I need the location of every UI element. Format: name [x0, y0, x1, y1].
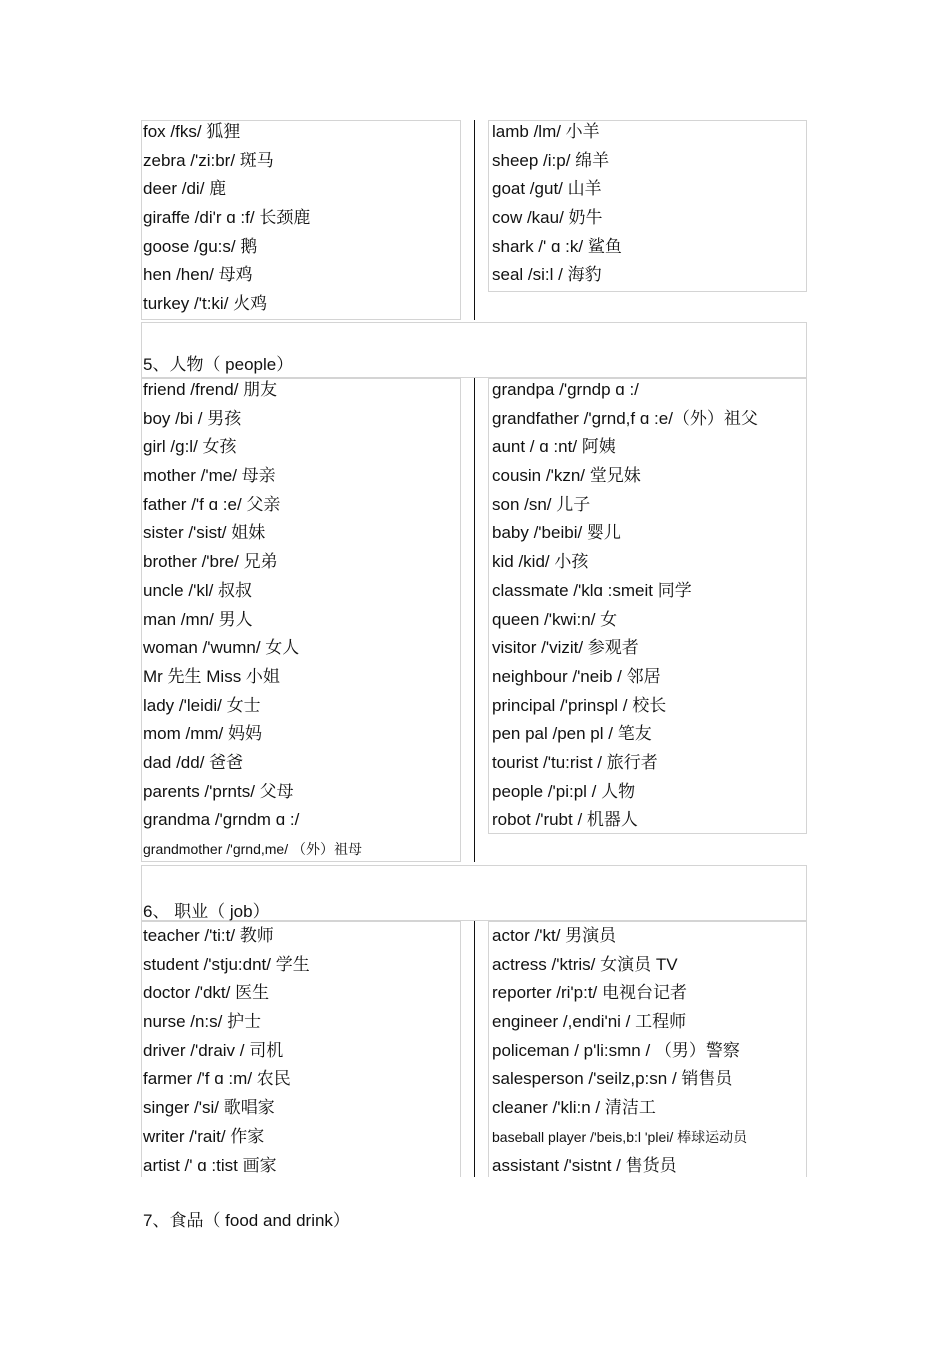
- word-row: reporter /ri'p:t/ 电视台记者: [492, 983, 688, 1003]
- word-row: dad /dd/ 爸爸: [143, 752, 244, 772]
- word-row: woman /'wumn/ 女人: [143, 638, 300, 658]
- word-row: parents /'prnts/ 父母: [143, 781, 294, 801]
- word-row: kid /kid/ 小孩: [492, 552, 589, 572]
- word-row: engineer /,endi'ni / 工程师: [492, 1012, 687, 1032]
- word-row: fox /fks/ 狐狸: [143, 122, 241, 141]
- animals-right-list: [492, 118, 622, 290]
- word-row: goat /gut/ 山羊: [492, 179, 602, 199]
- word-row: friend /frend/ 朋友: [143, 380, 278, 399]
- word-row: grandma /'grndm ɑ :/: [143, 810, 300, 830]
- word-row: policeman / p'li:smn / （男）警察: [492, 1040, 740, 1060]
- section-heading-jobs: 6、 职业（ job）: [143, 902, 270, 921]
- word-row: girl /g:l/ 女孩: [143, 437, 237, 457]
- word-row: queen /'kwi:n/ 女: [492, 609, 618, 629]
- word-row: salesperson /'seilz,p:sn / 销售员: [492, 1069, 733, 1089]
- word-row: classmate /'klɑ :smeit 同学: [492, 580, 692, 600]
- word-row: farmer /'f ɑ :m/ 农民: [143, 1069, 291, 1089]
- section-heading-food: 7、食品（ food and drink）: [143, 1211, 350, 1230]
- word-row: tourist /'tu:rist / 旅行者: [492, 752, 658, 772]
- word-row: baseball player /'beis,b:l 'plei/ 棒球运动员: [492, 1128, 748, 1145]
- jobs-right-list: [492, 922, 747, 1180]
- word-row: cow /kau/ 奶牛: [492, 208, 603, 228]
- animals-left-list: [143, 118, 310, 319]
- word-row: driver /'draiv / 司机: [143, 1040, 284, 1060]
- word-row: robot /'rubt / 机器人: [492, 810, 638, 830]
- section-heading-people: 5、人物（ people）: [143, 355, 294, 374]
- column-divider: [474, 120, 475, 320]
- word-row: lady /'leidi/ 女士: [143, 695, 261, 715]
- word-row: sheep /i:p/ 绵羊: [492, 150, 610, 170]
- word-row: principal /'prinspl / 校长: [492, 695, 667, 715]
- word-row: goose /gu:s/ 鹅: [143, 236, 258, 256]
- word-row: doctor /'dkt/ 医生: [143, 983, 270, 1003]
- word-row: artist /' ɑ :tist 画家: [143, 1155, 277, 1175]
- word-row: seal /si:l / 海豹: [492, 265, 602, 285]
- word-row: son /sn/ 儿子: [492, 494, 591, 514]
- word-row: turkey /'t:ki/ 火鸡: [143, 294, 268, 314]
- word-row: cleaner /'kli:n / 清洁工: [492, 1098, 656, 1118]
- word-row: grandmother /'grnd,me/ （外）祖母: [143, 841, 362, 857]
- word-row: father /'f ɑ :e/ 父亲: [143, 494, 281, 514]
- word-row: writer /'rait/ 作家: [143, 1126, 265, 1146]
- word-row: shark /' ɑ :k/ 鲨鱼: [492, 236, 622, 256]
- word-row: uncle /'kl/ 叔叔: [143, 580, 253, 600]
- word-row: teacher /'ti:t/ 教师: [143, 926, 274, 945]
- column-divider: [474, 378, 475, 862]
- word-row: actress /'ktris/ 女演员 TV: [492, 954, 678, 974]
- word-row: Mr 先生 Miss 小姐: [143, 666, 280, 686]
- word-row: brother /'bre/ 兄弟: [143, 552, 278, 572]
- word-row: grandpa /'grndp ɑ :/: [492, 380, 639, 399]
- word-row: pen pal /pen pl / 笔友: [492, 724, 652, 744]
- word-row: man /mn/ 男人: [143, 609, 253, 629]
- word-row: people /'pi:pl / 人物: [492, 781, 636, 801]
- word-row: sister /'sist/ 姐妹: [143, 523, 266, 543]
- word-row: nurse /n:s/ 护士: [143, 1012, 262, 1032]
- column-divider: [474, 921, 475, 1177]
- word-row: giraffe /di'r ɑ :f/ 长颈鹿: [143, 208, 311, 228]
- word-row: hen /hen/ 母鸡: [143, 265, 253, 285]
- word-row: lamb /lm/ 小羊: [492, 122, 600, 141]
- word-row: mom /mm/ 妈妈: [143, 724, 262, 744]
- word-row: deer /di/ 鹿: [143, 179, 227, 199]
- word-row: aunt / ɑ :nt/ 阿姨: [492, 437, 616, 457]
- word-row: visitor /'vizit/ 参观者: [492, 638, 639, 658]
- word-row: baby /'beibi/ 婴儿: [492, 523, 621, 543]
- word-row: zebra /'zi:br/ 斑马: [143, 150, 274, 170]
- word-row: assistant /'sistnt / 售货员: [492, 1155, 677, 1175]
- people-left-list: [143, 376, 362, 864]
- word-row: mother /'me/ 母亲: [143, 466, 276, 486]
- word-row: student /'stju:dnt/ 学生: [143, 954, 310, 974]
- jobs-left-list: [143, 922, 310, 1180]
- people-right-list: [492, 376, 758, 835]
- word-row: singer /'si/ 歌唱家: [143, 1098, 275, 1118]
- word-row: actor /'kt/ 男演员: [492, 926, 617, 945]
- word-row: cousin /'kzn/ 堂兄妹: [492, 466, 641, 486]
- word-row: grandfather /'grnd,f ɑ :e/（外）祖父: [492, 408, 758, 428]
- word-row: neighbour /'neib / 邻居: [492, 666, 661, 686]
- word-row: boy /bi / 男孩: [143, 408, 242, 428]
